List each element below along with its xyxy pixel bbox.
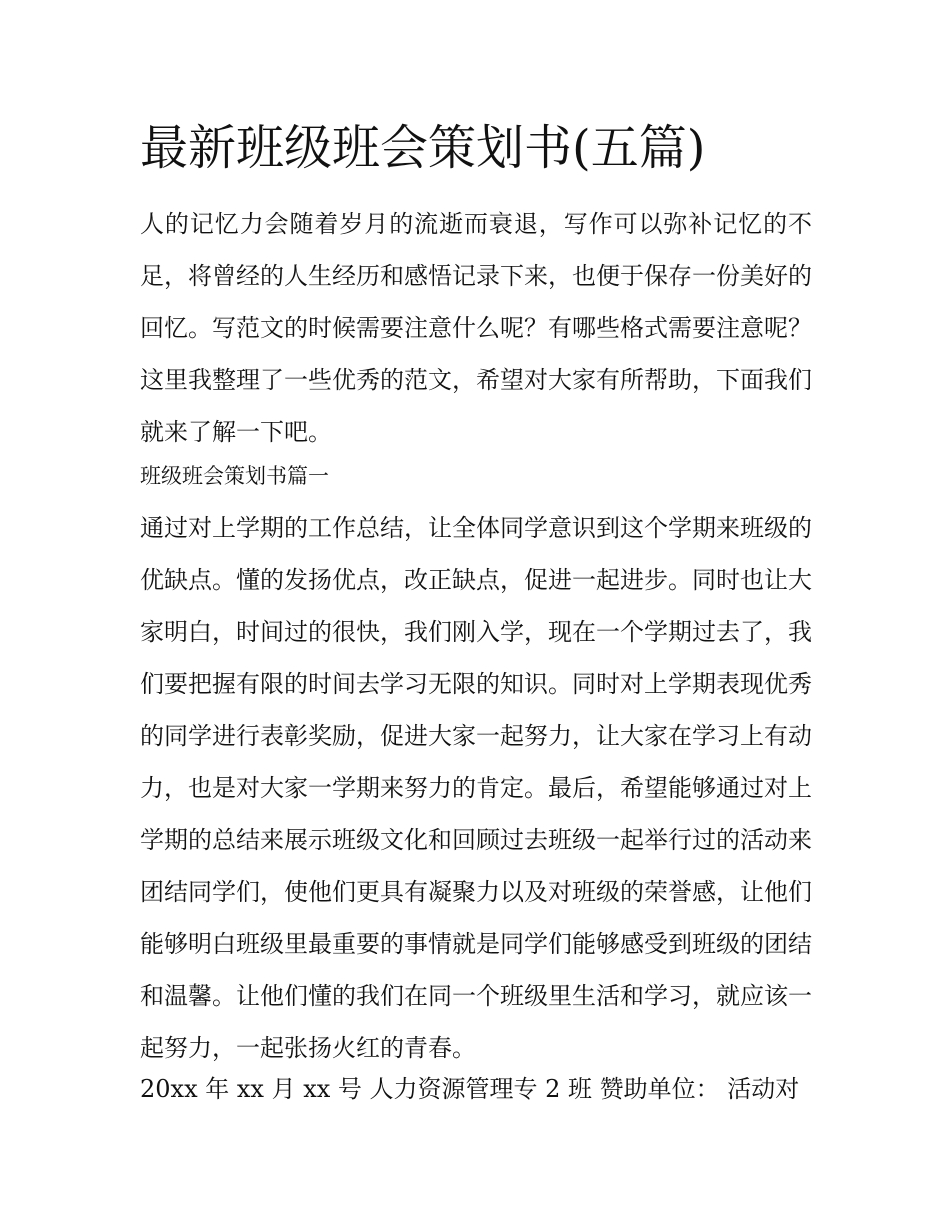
- intro-paragraph: 人的记忆力会随着岁月的流逝而衰退，写作可以弥补记忆的不足，将曾经的人生经历和感悟记录下来，也便于保存一份美好的回忆。写范文的时候需要注意什么呢？有哪些格式需要注意呢？这里我整理了一些优秀的范文，希望对大家有所帮助，下面我们就来了解一下吧。: [140, 210, 812, 446]
- date-sponsor-line: 20xx 年 xx 月 xx 号 人力资源管理专 2 班 赞助单位： 活动对: [140, 1075, 800, 1103]
- section-body-paragraph: 通过对上学期的工作总结，让全体同学意识到这个学期来班级的优缺点。懂的发扬优点，改正缺点，促进一起进步。同时也让大家明白，时间过的很快，我们刚入学，现在一个学期过去了，我们要把握有限的时间去学习无限的知识。同时对上学期表现优秀的同学进行表彰奖励，促进大家一起努力，让大家在学习上有动力，也是对大家一学期来努力的肯定。最后，希望能够通过对上学期的总结来展示班级文化和回顾过去班级一起举行过的活动来团结同学们，使他们更具有凝聚力以及对班级的荣誉感，让他们能够明白班级里最重要的事情就是同学们能够感受到班级的团结和温馨。让他们懂的我们在同一个班级里生活和学习，就应该一起努力，一起张扬火红的青春。: [140, 514, 812, 1062]
- document-title: 最新班级班会策划书(五篇): [140, 120, 706, 176]
- section-heading: 班级班会策划书篇一: [140, 464, 329, 488]
